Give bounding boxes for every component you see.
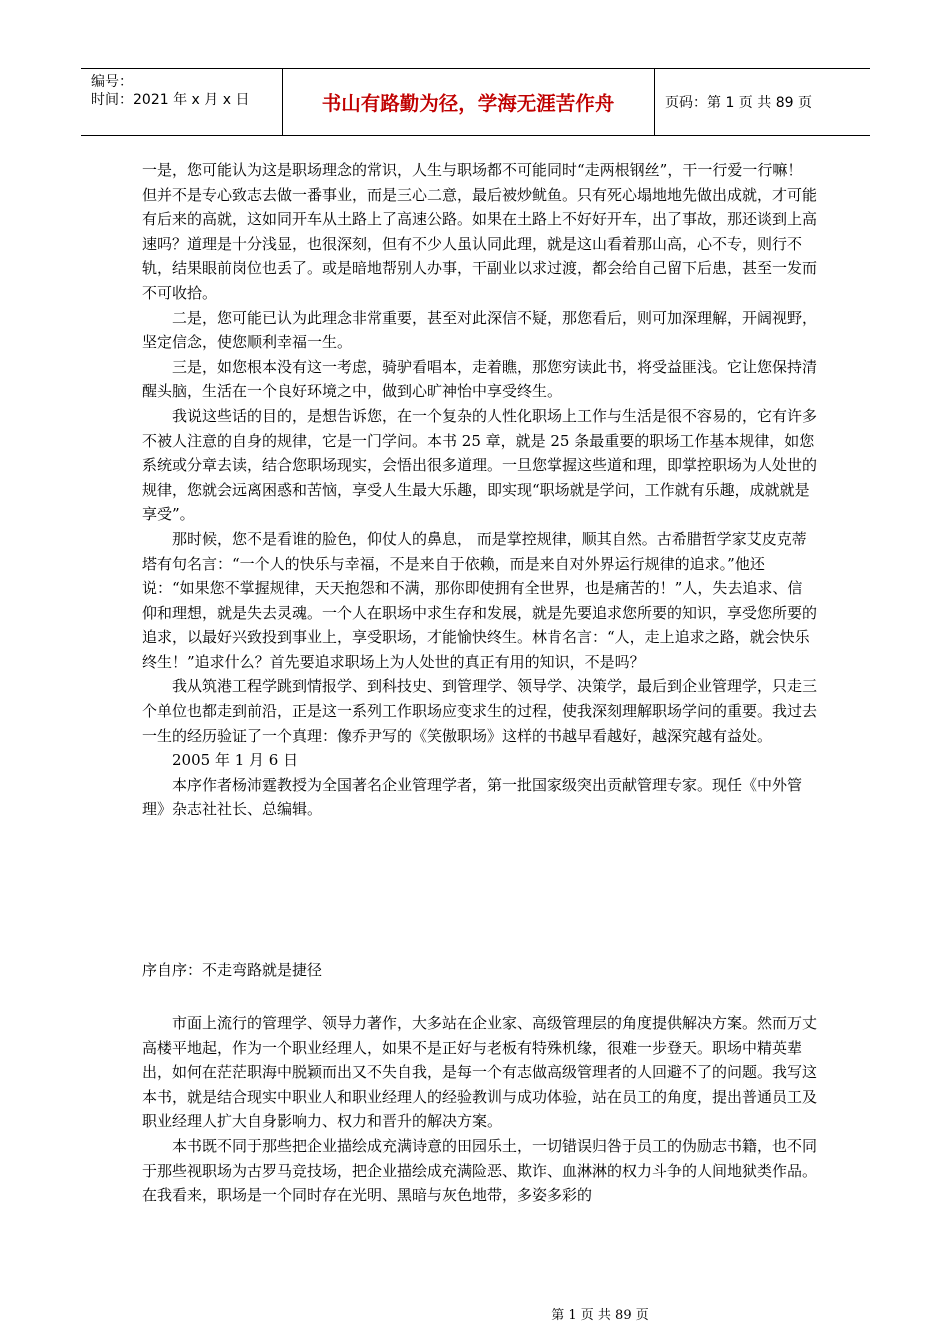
paragraph: 市面上流行的管理学、领导力著作，大多站在企业家、高级管理层的角度提供解决方案。然而万丈高楼平地起，作为一个职业经理人，如果不是正好与老板有特殊机缘，很难一步登天。职场中精英辈出，如何在茫茫职海中脱颖而出又不失自我，是每一个有志做高级管理者的人回避不了的问题。我写这本书，就是结合现实中职业人和职业经理人的经验教训与成功体验，站在员工的角度，提出普通员工及职业经理人扩大自身影响力、权力和晋升的解决方案。 (142, 1014, 818, 1131)
paragraph: 我说这些话的目的，是想告诉您，在一个复杂的人性化职场上工作与生活是很不容易的，它有许多不被人注意的自身的规律，它是一门学问。本书 25 章，就是 25 条最重要的职场工作基本规律，如您系统或分章去读，结合您职场现实，会悟出很多道理。一旦您掌握这些道和理，即掌控职场为人处世的规律，您就会远离困惑和苦恼，享受人生最大乐趣，即实现“职场就是学问，工作就有乐趣，成就就是享受”。 (142, 406, 818, 524)
paragraph: 那时候，您不是看谁的脸色，仰仗人的鼻息， 而是掌控规律，顺其自然。古希腊哲学家艾皮克蒂塔有句名言：“一个人的快乐与幸福，不是来自于依赖，而是来自对外界运行规律的追求。”他还说：“如果您不掌握规律，天天抱怨和不满，那你即使拥有全世界，也是痛苦的！”人，失去追求、信仰和理想，就是失去灵魂。一个人在职场中求生存和发展，就是先要追求您所要的知识，享受您所要的追求，以最好兴致投到事业上，享受职场，才能愉快终生。林肯名言：“人，走上追求之路，就会快乐终生！”追求什么？首先要追求职场上为人处世的真正有用的知识，不是吗？ (142, 529, 818, 671)
paragraph: 本书既不同于那些把企业描绘成充满诗意的田园乐土，一切错误归咎于员工的伪励志书籍，也不同于那些视职场为古罗马竞技场，把企业描绘成充满险恶、欺诈、血淋淋的权力斗争的人间地狱类作品。在我看来，职场是一个同时存在光明、黑暗与灰色地带，多姿多彩的 (142, 1136, 818, 1205)
body-text (142, 158, 817, 822)
preface-title: 序自序：不走弯路就是捷径 (142, 961, 323, 979)
body-text-preface (142, 1011, 817, 1208)
header-page-info: 页码：第 1 页 共 89 页 (665, 95, 812, 111)
author-note: 本序作者杨沛霆教授为全国著名企业管理学者，第一批国家级突出贡献管理专家。现任《中外管理》杂志社社长、总编辑。 (142, 775, 803, 819)
header-divider (654, 69, 655, 135)
date-line: 2005 年 1 月 6 日 (172, 751, 299, 770)
date-label: 时间：2021 年 x 月 x 日 (91, 92, 250, 108)
paragraph: 我从筑港工程学跳到情报学、到科技史、到管理学、领导学、决策学，最后到企业管理学，只走三个单位也都走到前沿，正是这一系列工作职场应变求生的过程，使我深刻理解职场学问的重要。我过去一生的经历验证了一个真理：像乔尹写的《笑傲职场》这样的书越早看越好，越深究越有益处。 (142, 677, 818, 745)
paragraph: 三是，如您根本没有这一考虑，骑驴看唱本，走着瞧，那您穷读此书，将受益匪浅。它让您保持清醒头脑，生活在一个良好环境之中，做到心旷神怡中享受终生。 (142, 357, 818, 401)
header-table (81, 68, 870, 136)
paragraph: 一是，您可能认为这是职场理念的常识，人生与职场都不可能同时“走两根钢丝”，干一行爱一行嘛！但并不是专心致志去做一番事业，而是三心二意，最后被炒鱿鱼。只有死心塌地地先做出成就，才可能有后来的高就，这如同开车从土路上了高速公路。如果在土路上不好好开车，出了事故，那还谈到上高速吗？道理是十分浅显，也很深刻，但有不少人虽认同此理，就是这山看着那山高，心不专，则行不轨，结果眼前岗位也丢了。或是暗地帮别人办事，干副业以求过渡，都会给自己留下后患，甚至一发而不可收拾。 (142, 161, 818, 302)
paragraph: 二是，您可能已认为此理念非常重要，甚至对此深信不疑，那您看后，则可加深理解，开阔视野，坚定信念，使您顺利幸福一生。 (142, 308, 818, 352)
header-meta (91, 73, 271, 109)
serial-label: 编号： (91, 74, 133, 90)
page-footer: 第 1 页 共 89 页 (551, 1308, 649, 1323)
header-motto: 书山有路勤为径，学海无涯苦作舟 (321, 92, 615, 115)
